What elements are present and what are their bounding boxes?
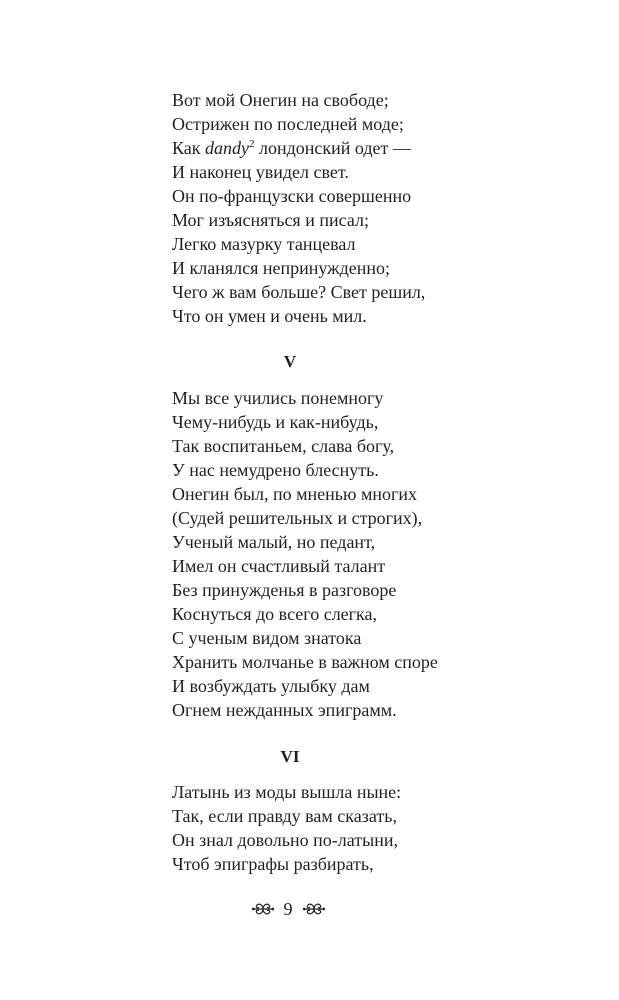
verse-line: Чтоб эпиграфы разбирать,: [172, 854, 374, 874]
verse-line: Легко мазурку танцевал: [172, 234, 356, 254]
verse-line: [172, 136, 592, 160]
verse-line: Ученый малый, но педант,: [172, 532, 376, 552]
stanza: [172, 386, 592, 722]
stanza-number: VI: [280, 747, 300, 766]
verse-line: Острижен по последней моде;: [172, 114, 404, 134]
verse-line: Вот мой Онегин на свободе;: [172, 90, 389, 110]
verse-line: И кланялся непринужденно;: [172, 258, 391, 278]
foreign-word: dandy: [205, 138, 250, 158]
page-number: 9: [283, 899, 293, 919]
verse-line: Мог изъясняться и писал;: [172, 210, 369, 230]
fleuron-right-icon: [302, 901, 326, 917]
verse-line: Имел он счастливый талант: [172, 556, 386, 576]
verse-line: Так воспитаньем, слава богу,: [172, 436, 395, 456]
verse-line: Без принужденья в разговоре: [172, 580, 397, 600]
verse-line: (Судей решительных и строгих),: [172, 508, 423, 528]
verse-line: Латынь из моды вышла ныне:: [172, 782, 402, 802]
verse-line: Чего ж вам больше? Свет решил,: [172, 282, 426, 302]
verse-line: Так, если правду вам сказать,: [172, 806, 397, 826]
verse-line: Что он умен и очень мил.: [172, 306, 367, 326]
stanza-number: V: [283, 352, 297, 371]
page-footer: [188, 897, 388, 921]
stanza: [172, 780, 592, 876]
verse-line: Коснуться до всего слегка,: [172, 604, 378, 624]
stanza: [172, 88, 592, 328]
verse-line: Хранить молчанье в важном споре: [172, 652, 438, 672]
fleuron-left-icon: [251, 901, 275, 917]
verse-line: У нас немудрено блеснуть.: [172, 460, 379, 480]
verse-line: Чему-нибудь и как-нибудь,: [172, 412, 379, 432]
footnote-marker: 2: [249, 138, 255, 150]
verse-line: Огнем нежданных эпиграмм.: [172, 700, 397, 720]
verse-line: С ученым видом знатока: [172, 628, 362, 648]
verse-line-text: лондонский одет —: [254, 138, 411, 158]
verse-line: И возбуждать улыбку дам: [172, 676, 370, 696]
verse-line: Онегин был, по мненью многих: [172, 484, 417, 504]
verse-line: Он по-французски совершенно: [172, 186, 412, 206]
verse-line-text: Как: [172, 138, 206, 158]
verse-line: Он знал довольно по-латыни,: [172, 830, 398, 850]
verse-line: Мы все учились понемногу: [172, 388, 384, 408]
verse-line: И наконец увидел свет.: [172, 162, 349, 182]
